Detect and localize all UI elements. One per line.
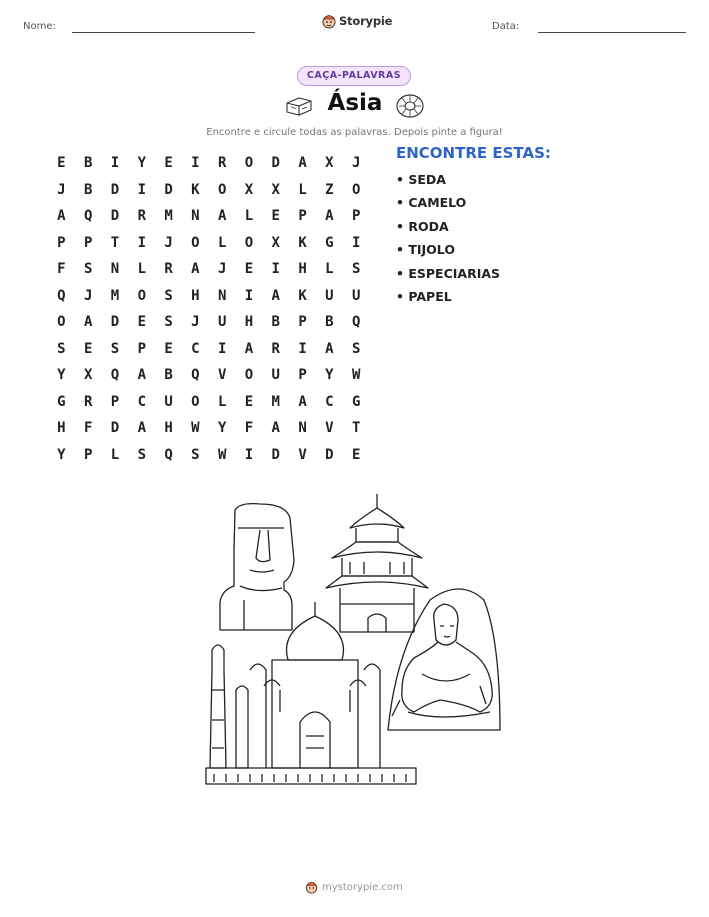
grid-letter[interactable]: G — [325, 234, 334, 251]
word-item: • PAPEL — [396, 288, 452, 304]
find-title: ENCONTRE ESTAS: — [396, 144, 551, 162]
grid-letter[interactable]: A — [137, 420, 146, 437]
taj-mahal — [206, 602, 416, 784]
grid-letter[interactable]: F — [244, 420, 254, 437]
grid-letter[interactable]: D — [110, 420, 120, 437]
grid-row — [48, 362, 370, 389]
grid-letter[interactable]: X — [83, 367, 93, 384]
grid-letter[interactable]: A — [83, 314, 93, 331]
grid-letter[interactable]: S — [351, 261, 361, 278]
grid-letter[interactable]: U — [217, 314, 227, 331]
grid-letter[interactable]: A — [244, 340, 254, 357]
grid-letter[interactable]: E — [137, 314, 146, 331]
grid-letter[interactable]: Y — [57, 367, 66, 384]
grid-letter[interactable]: S — [191, 446, 200, 463]
word-item: • RODA — [396, 218, 449, 234]
grid-letter[interactable]: U — [325, 287, 334, 304]
grid-letter[interactable]: O — [57, 314, 66, 331]
grid-letter[interactable]: V — [298, 446, 307, 463]
grid-letter[interactable]: A — [298, 155, 307, 172]
grid-letter[interactable]: D — [271, 155, 280, 172]
grid-letter[interactable]: S — [137, 446, 146, 463]
grid-letter[interactable]: A — [137, 367, 146, 384]
grid-letter[interactable]: D — [325, 446, 334, 463]
date-label: Data: — [492, 21, 520, 32]
grid-letter[interactable]: I — [244, 287, 254, 304]
instructions: Encontre e circule todas as palavras. Depois pinte a figura! — [206, 127, 503, 138]
grid-row — [48, 309, 370, 336]
grid-letter[interactable]: I — [298, 340, 307, 357]
grid-letter[interactable]: I — [110, 155, 120, 172]
grid-letter[interactable]: S — [164, 314, 173, 331]
grid-letter[interactable]: I — [137, 234, 146, 251]
grid-letter[interactable]: P — [83, 446, 93, 463]
grid-letter[interactable]: A — [298, 393, 307, 410]
grid-letter[interactable]: J — [191, 314, 200, 331]
word-item: • ESPECIARIAS — [396, 265, 501, 281]
grid-letter[interactable]: L — [217, 234, 227, 251]
grid-letter[interactable]: B — [325, 314, 334, 331]
grid-letter[interactable]: U — [351, 287, 361, 304]
grid-letter[interactable]: P — [137, 340, 146, 357]
grid-letter[interactable]: J — [83, 287, 93, 304]
grid-row — [48, 283, 370, 310]
grid-letter[interactable]: O — [244, 234, 254, 251]
grid-letter[interactable]: H — [244, 314, 254, 331]
grid-row — [48, 177, 370, 204]
grid-letter[interactable]: B — [164, 367, 173, 384]
grid-letter[interactable]: N — [191, 208, 200, 225]
grid-letter[interactable]: R — [137, 208, 146, 225]
grid-letter[interactable]: I — [137, 181, 146, 198]
grid-letter[interactable]: E — [244, 261, 254, 278]
grid-letter[interactable]: R — [271, 340, 280, 357]
footer-site[interactable]: mystorypie.com — [322, 881, 403, 893]
grid-letter[interactable]: S — [110, 340, 120, 357]
grid-letter[interactable]: E — [57, 155, 66, 172]
grid-letter[interactable]: H — [164, 420, 173, 437]
grid-letter[interactable]: W — [351, 367, 361, 384]
grid-letter[interactable]: E — [83, 340, 93, 357]
footer — [305, 880, 403, 894]
grid-letter[interactable]: B — [83, 155, 93, 172]
asia-landmarks-coloring-image — [200, 490, 510, 790]
grid-letter[interactable]: W — [191, 420, 200, 437]
grid-letter[interactable]: E — [244, 393, 254, 410]
grid-letter[interactable]: A — [217, 208, 227, 225]
activity-badge: CAÇA-PALAVRAS — [297, 66, 411, 86]
grid-letter[interactable]: D — [271, 446, 280, 463]
grid-letter[interactable]: V — [217, 367, 227, 384]
grid-letter[interactable]: K — [191, 181, 200, 198]
grid-letter[interactable]: M — [110, 287, 120, 304]
moai-statue — [220, 504, 294, 630]
grid-letter[interactable]: J — [217, 261, 227, 278]
grid-letter[interactable]: A — [325, 208, 334, 225]
grid-letter[interactable]: Q — [110, 367, 120, 384]
grid-letter[interactable]: X — [271, 234, 280, 251]
word-item: • TIJOLO — [396, 242, 455, 258]
grid-letter[interactable]: H — [57, 420, 66, 437]
grid-letter[interactable]: B — [83, 181, 93, 198]
grid-letter[interactable]: H — [298, 261, 307, 278]
grid-letter[interactable]: J — [57, 181, 66, 198]
grid-row — [48, 203, 370, 230]
name-line[interactable] — [72, 32, 255, 33]
grid-row — [48, 415, 370, 442]
grid-letter[interactable]: T — [110, 234, 120, 251]
grid-letter[interactable]: I — [191, 155, 200, 172]
grid-row — [48, 256, 370, 283]
grid-letter[interactable]: C — [325, 393, 334, 410]
grid-letter[interactable]: C — [191, 340, 200, 357]
grid-letter[interactable]: O — [191, 393, 200, 410]
grid-letter[interactable]: L — [110, 446, 120, 463]
grid-letter[interactable]: O — [351, 181, 361, 198]
storypie-mascot-icon — [305, 880, 318, 894]
grid-letter[interactable]: O — [217, 181, 227, 198]
grid-letter[interactable]: Y — [217, 420, 227, 437]
date-line[interactable] — [538, 32, 686, 33]
grid-letter[interactable]: S — [164, 287, 173, 304]
grid-letter[interactable]: R — [217, 155, 227, 172]
grid-letter[interactable]: L — [298, 181, 307, 198]
grid-row — [48, 442, 370, 469]
storypie-mascot-icon — [322, 13, 336, 29]
grid-letter[interactable]: Q — [83, 208, 93, 225]
grid-letter[interactable]: A — [191, 261, 200, 278]
grid-letter[interactable]: U — [271, 367, 280, 384]
grid-row — [48, 389, 370, 416]
grid-letter[interactable]: X — [325, 155, 334, 172]
grid-letter[interactable]: L — [217, 393, 227, 410]
grid-letter[interactable]: E — [351, 446, 361, 463]
grid-letter[interactable]: D — [110, 181, 120, 198]
brand-name: Storypie — [339, 14, 393, 28]
grid-letter[interactable]: N — [298, 420, 307, 437]
grid-row — [48, 150, 370, 177]
grid-letter[interactable]: K — [298, 234, 307, 251]
grid-letter[interactable]: B — [271, 314, 280, 331]
grid-letter[interactable]: O — [137, 287, 146, 304]
brand-logo — [322, 13, 392, 29]
brick-icon — [284, 95, 314, 117]
grid-letter[interactable]: Q — [164, 446, 173, 463]
grid-letter[interactable]: A — [57, 208, 66, 225]
buddha-statue — [388, 589, 500, 730]
name-label: Nome: — [23, 21, 56, 32]
grid-letter[interactable]: A — [271, 287, 280, 304]
grid-letter[interactable]: J — [351, 155, 361, 172]
grid-letter[interactable]: H — [191, 287, 200, 304]
grid-letter[interactable]: G — [57, 393, 66, 410]
grid-letter[interactable]: I — [244, 446, 254, 463]
grid-letter[interactable]: D — [110, 208, 120, 225]
grid-letter[interactable]: Y — [325, 367, 334, 384]
grid-letter[interactable]: P — [298, 314, 307, 331]
grid-letter[interactable]: X — [271, 181, 280, 198]
grid-letter[interactable]: L — [325, 261, 334, 278]
grid-letter[interactable]: V — [325, 420, 334, 437]
page-title: Ásia — [327, 90, 383, 116]
grid-letter[interactable]: F — [57, 261, 66, 278]
grid-letter[interactable]: X — [244, 181, 254, 198]
grid-letter[interactable]: M — [164, 208, 173, 225]
grid-letter[interactable]: P — [57, 234, 66, 251]
grid-letter[interactable]: T — [351, 420, 361, 437]
pagoda — [326, 494, 428, 632]
grid-row — [48, 230, 370, 257]
grid-letter[interactable]: K — [298, 287, 307, 304]
grid-letter[interactable]: F — [83, 420, 93, 437]
grid-letter[interactable]: O — [244, 155, 254, 172]
grid-letter[interactable]: M — [271, 393, 280, 410]
grid-letter[interactable]: W — [217, 446, 227, 463]
grid-letter[interactable]: I — [271, 261, 280, 278]
grid-letter[interactable]: R — [164, 261, 173, 278]
grid-letter[interactable]: P — [298, 367, 307, 384]
grid-letter[interactable]: C — [137, 393, 146, 410]
grid-letter[interactable]: S — [57, 340, 66, 357]
grid-letter[interactable]: O — [244, 367, 254, 384]
grid-letter[interactable]: A — [325, 340, 334, 357]
grid-letter[interactable]: L — [244, 208, 254, 225]
grid-letter[interactable]: G — [351, 393, 361, 410]
word-list — [396, 172, 500, 312]
word-item: • CAMELO — [396, 195, 467, 211]
grid-letter[interactable]: L — [137, 261, 146, 278]
grid-letter[interactable]: P — [110, 393, 120, 410]
grid-letter[interactable]: I — [351, 234, 361, 251]
grid-letter[interactable]: U — [164, 393, 173, 410]
grid-letter[interactable]: Q — [191, 367, 200, 384]
grid-letter[interactable]: Q — [351, 314, 361, 331]
grid-letter[interactable]: P — [298, 208, 307, 225]
grid-letter[interactable]: E — [164, 155, 173, 172]
grid-letter[interactable]: P — [351, 208, 361, 225]
grid-letter[interactable]: N — [110, 261, 120, 278]
grid-letter[interactable]: O — [191, 234, 200, 251]
word-search-grid[interactable] — [48, 150, 370, 468]
wheel-icon — [395, 93, 425, 119]
grid-letter[interactable]: J — [164, 234, 173, 251]
grid-row — [48, 336, 370, 363]
grid-letter[interactable]: P — [83, 234, 93, 251]
grid-letter[interactable]: Q — [57, 287, 66, 304]
grid-letter[interactable]: D — [110, 314, 120, 331]
grid-letter[interactable]: Y — [57, 446, 66, 463]
word-item: • SEDA — [396, 172, 446, 187]
grid-letter[interactable]: A — [271, 420, 280, 437]
grid-letter[interactable]: R — [83, 393, 93, 410]
grid-letter[interactable]: E — [164, 340, 173, 357]
grid-letter[interactable]: N — [217, 287, 227, 304]
grid-letter[interactable]: S — [351, 340, 361, 357]
grid-letter[interactable]: Z — [325, 181, 334, 198]
grid-letter[interactable]: I — [217, 340, 227, 357]
grid-letter[interactable]: D — [164, 181, 173, 198]
grid-letter[interactable]: Y — [137, 155, 146, 172]
grid-letter[interactable]: S — [83, 261, 93, 278]
grid-letter[interactable]: E — [271, 208, 280, 225]
